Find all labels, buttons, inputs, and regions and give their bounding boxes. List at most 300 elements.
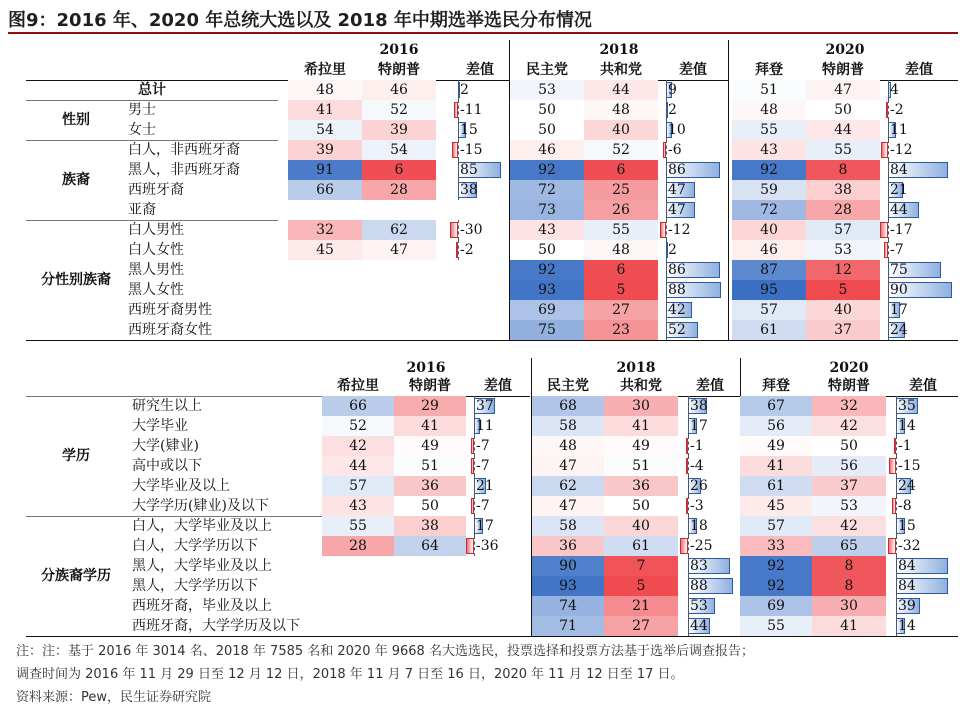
margin-axis [896, 556, 897, 576]
group-rule [26, 516, 322, 517]
margin-value: 11 [476, 418, 494, 434]
vote-share-cell: 90 [532, 556, 604, 576]
vote-share-cell: 32 [288, 220, 362, 240]
year-header-2016: 2016 [406, 360, 446, 376]
row-label: 西班牙裔女性 [128, 322, 212, 338]
column-header: 希拉里 [304, 62, 346, 78]
vote-share-cell: 93 [510, 280, 584, 300]
margin-value: -11 [460, 102, 483, 118]
vote-share-cell: 43 [732, 140, 806, 160]
margin-value: 44 [890, 202, 908, 218]
vote-share-cell: 48 [584, 100, 658, 120]
vote-share-cell: 21 [604, 596, 678, 616]
margin-axis [474, 496, 475, 516]
vote-share-cell: 47 [806, 80, 880, 100]
margin-cell [680, 576, 740, 596]
vote-share-cell: 37 [806, 320, 880, 340]
margin-axis [896, 456, 897, 476]
margin-value: -2 [890, 102, 904, 118]
margin-value: -7 [476, 498, 490, 514]
margin-axis [474, 536, 475, 556]
vote-share-cell: 53 [812, 496, 886, 516]
margin-value: -12 [668, 222, 691, 238]
vote-share-cell: 27 [584, 300, 658, 320]
margin-cell [680, 516, 740, 536]
vote-share-cell: 74 [532, 596, 604, 616]
margin-cell [680, 616, 740, 636]
column-header: 特朗普 [822, 62, 864, 78]
vote-share-cell: 53 [510, 80, 584, 100]
year-header-2020: 2020 [829, 360, 869, 376]
margin-cell [888, 536, 958, 556]
vote-share-cell: 92 [510, 160, 584, 180]
vote-share-cell: 87 [732, 260, 806, 280]
margin-value: 17 [690, 418, 708, 434]
vote-share-cell: 49 [604, 436, 678, 456]
vote-share-cell: 92 [740, 556, 812, 576]
vote-share-cell: 6 [584, 160, 658, 180]
vote-share-cell: 55 [732, 120, 806, 140]
group-label: 分族裔学历 [41, 568, 111, 584]
margin-value: -2 [460, 242, 474, 258]
vote-share-cell: 44 [584, 80, 658, 100]
vote-share-cell: 92 [740, 576, 812, 596]
vote-share-cell: 62 [532, 476, 604, 496]
margin-value: 2 [668, 102, 677, 118]
margin-axis [688, 456, 689, 476]
margin-axis [896, 596, 897, 616]
row-label: 白人女性 [128, 242, 184, 258]
vote-share-cell: 50 [806, 100, 880, 120]
margin-cell [888, 396, 958, 416]
margin-value: 21 [476, 478, 494, 494]
margin-axis [688, 476, 689, 496]
vote-share-cell: 92 [732, 160, 806, 180]
margin-cell [680, 396, 740, 416]
margin-value: 38 [460, 182, 478, 198]
column-header: 差值 [484, 378, 512, 394]
margin-cell [888, 616, 958, 636]
vote-share-cell: 46 [732, 240, 806, 260]
row-label: 白人，大学学历以下 [132, 538, 258, 554]
vote-share-cell: 42 [322, 436, 394, 456]
margin-axis [474, 456, 475, 476]
table-bottom-rule [26, 636, 958, 637]
margin-axis [896, 616, 897, 636]
row-label: 西班牙裔 [128, 182, 184, 198]
row-label: 黑人，非西班牙裔 [128, 162, 240, 178]
row-label: 白人男性 [128, 222, 184, 238]
margin-axis [896, 496, 897, 516]
vote-share-cell: 30 [604, 396, 678, 416]
vote-share-cell: 50 [510, 100, 584, 120]
margin-axis [474, 436, 475, 456]
vote-share-cell: 39 [288, 140, 362, 160]
group-rule [26, 396, 322, 397]
margin-value: 24 [898, 478, 916, 494]
margin-axis [688, 596, 689, 616]
vote-share-cell: 55 [806, 140, 880, 160]
row-label: 西班牙裔，毕业及以上 [132, 598, 272, 614]
row-label: 大学(肄业) [132, 438, 199, 454]
vote-share-cell: 55 [322, 516, 394, 536]
vote-share-cell: 36 [604, 476, 678, 496]
margin-value: 14 [898, 618, 916, 634]
vote-share-cell: 54 [362, 140, 436, 160]
margin-axis [688, 616, 689, 636]
margin-value: 75 [890, 262, 908, 278]
vote-share-cell: 72 [510, 180, 584, 200]
vote-share-cell: 8 [806, 160, 880, 180]
vote-share-cell: 8 [812, 576, 886, 596]
row-label: 男士 [128, 102, 156, 118]
vote-share-cell: 6 [584, 260, 658, 280]
margin-value: 2 [668, 242, 677, 258]
vote-share-cell: 72 [732, 200, 806, 220]
margin-value: 90 [890, 282, 908, 298]
vote-share-cell: 25 [584, 180, 658, 200]
vote-share-cell: 55 [740, 616, 812, 636]
vote-share-cell: 67 [740, 396, 812, 416]
vote-share-cell: 64 [394, 536, 466, 556]
vote-share-cell: 46 [510, 140, 584, 160]
vote-share-cell: 27 [604, 616, 678, 636]
source-line: 资料来源：Pew，民生证券研究院 [16, 690, 212, 705]
vote-share-cell: 50 [604, 496, 678, 516]
margin-axis [688, 416, 689, 436]
vote-share-cell: 41 [812, 616, 886, 636]
vote-share-cell: 59 [732, 180, 806, 200]
vote-share-cell: 44 [806, 120, 880, 140]
margin-cell [888, 556, 958, 576]
margin-value: 14 [898, 418, 916, 434]
vote-share-cell: 52 [584, 140, 658, 160]
row-label: 西班牙裔男性 [128, 302, 212, 318]
vote-share-cell: 42 [812, 516, 886, 536]
column-header: 拜登 [762, 378, 790, 394]
vote-share-cell: 8 [812, 556, 886, 576]
group-label: 性别 [62, 112, 90, 128]
margin-cell [466, 436, 530, 456]
vote-share-cell: 47 [532, 456, 604, 476]
margin-value: -4 [690, 458, 704, 474]
margin-axis [474, 396, 475, 416]
margin-axis [688, 576, 689, 596]
vote-share-cell: 57 [740, 516, 812, 536]
margin-value: 4 [890, 82, 899, 98]
margin-axis [896, 436, 897, 456]
margin-value: 18 [690, 518, 708, 534]
margin-value: -12 [890, 142, 913, 158]
margin-cell [680, 436, 740, 456]
vote-share-cell: 71 [532, 616, 604, 636]
vote-share-cell: 49 [740, 436, 812, 456]
vote-share-cell: 53 [806, 240, 880, 260]
margin-value: 17 [890, 302, 908, 318]
vote-share-cell: 62 [362, 220, 436, 240]
vote-share-cell: 50 [510, 240, 584, 260]
margin-value: 35 [898, 398, 916, 414]
vote-share-cell: 40 [732, 220, 806, 240]
vote-share-cell: 48 [288, 80, 362, 100]
margin-value: 47 [668, 202, 686, 218]
row-label: 西班牙裔，大学学历及以下 [132, 618, 300, 634]
vote-share-cell: 12 [806, 260, 880, 280]
vote-share-cell: 41 [394, 416, 466, 436]
margin-cell [680, 556, 740, 576]
vote-share-cell: 93 [532, 576, 604, 596]
vote-share-cell: 61 [732, 320, 806, 340]
margin-value: -25 [690, 538, 713, 554]
vote-share-cell: 48 [532, 436, 604, 456]
margin-cell [888, 456, 958, 476]
margin-value: 83 [690, 558, 708, 574]
margin-cell [680, 456, 740, 476]
vote-share-cell: 54 [288, 120, 362, 140]
vote-share-cell: 58 [532, 516, 604, 536]
margin-cell [680, 596, 740, 616]
vote-share-cell: 47 [362, 240, 436, 260]
margin-axis [474, 516, 475, 536]
vote-share-cell: 51 [604, 456, 678, 476]
margin-value: 26 [690, 478, 708, 494]
column-header: 共和党 [600, 62, 642, 78]
margin-value: 9 [668, 82, 677, 98]
margin-value: 24 [890, 322, 908, 338]
year-header-2016: 2016 [379, 42, 419, 58]
margin-value: -7 [476, 458, 490, 474]
vote-share-cell: 48 [732, 100, 806, 120]
vote-share-cell: 66 [322, 396, 394, 416]
margin-value: -8 [898, 498, 912, 514]
column-header: 拜登 [755, 62, 783, 78]
margin-value: 38 [690, 398, 708, 414]
vote-share-cell: 43 [510, 220, 584, 240]
row-label: 大学学历(肄业)及以下 [132, 498, 269, 514]
margin-value: -17 [890, 222, 913, 238]
vote-share-cell: 51 [394, 456, 466, 476]
vote-share-cell: 50 [394, 496, 466, 516]
margin-value: 52 [668, 322, 686, 338]
margin-value: 84 [898, 558, 916, 574]
margin-value: -1 [690, 438, 704, 454]
column-header: 共和党 [620, 378, 662, 394]
margin-axis [896, 396, 897, 416]
vote-share-cell: 58 [532, 416, 604, 436]
row-label: 大学毕业 [132, 418, 188, 434]
vote-share-cell: 23 [584, 320, 658, 340]
margin-value: 11 [890, 122, 908, 138]
column-header: 差值 [679, 62, 707, 78]
margin-cell [888, 516, 958, 536]
row-label: 总计 [138, 82, 166, 98]
row-label: 白人，非西班牙裔 [128, 142, 240, 158]
vote-share-cell: 61 [740, 476, 812, 496]
margin-axis [896, 416, 897, 436]
margin-cell [466, 536, 530, 556]
margin-value: 85 [460, 162, 478, 178]
row-label: 黑人女性 [128, 282, 184, 298]
margin-value: 39 [898, 598, 916, 614]
margin-value: 37 [476, 398, 494, 414]
vote-share-cell: 5 [604, 576, 678, 596]
margin-value: 88 [668, 282, 686, 298]
row-label: 研究生以上 [132, 398, 202, 414]
margin-value: 2 [460, 82, 469, 98]
margin-cell [888, 436, 958, 456]
margin-cell [466, 516, 530, 536]
vote-share-cell: 48 [584, 240, 658, 260]
vote-share-cell: 57 [322, 476, 394, 496]
vote-share-cell: 61 [604, 536, 678, 556]
margin-cell [888, 596, 958, 616]
margin-value: -15 [898, 458, 921, 474]
margin-cell [680, 416, 740, 436]
vote-share-cell: 45 [288, 240, 362, 260]
figure-title: 图9：2016 年、2020 年总统大选以及 2018 年中期选举选民分布情况 [8, 10, 592, 31]
vote-share-cell: 41 [288, 100, 362, 120]
margin-value: 15 [898, 518, 916, 534]
margin-cell [888, 576, 958, 596]
vote-share-cell: 28 [806, 200, 880, 220]
year-header-2018: 2018 [599, 42, 639, 58]
vote-share-cell: 52 [362, 100, 436, 120]
margin-value: 10 [668, 122, 686, 138]
margin-axis [896, 576, 897, 596]
column-header: 特朗普 [378, 62, 420, 78]
vote-share-cell: 42 [812, 416, 886, 436]
vote-share-cell: 66 [288, 180, 362, 200]
vote-share-cell: 5 [806, 280, 880, 300]
vote-share-cell: 36 [394, 476, 466, 496]
margin-value: -6 [668, 142, 682, 158]
column-header: 民主党 [526, 62, 568, 78]
row-label: 白人，大学毕业及以上 [132, 518, 272, 534]
vote-share-cell: 30 [812, 596, 886, 616]
margin-value: 21 [890, 182, 908, 198]
vote-share-cell: 40 [806, 300, 880, 320]
vote-share-cell: 32 [812, 396, 886, 416]
vote-share-cell: 92 [510, 260, 584, 280]
vote-share-cell: 57 [806, 220, 880, 240]
margin-value: -32 [898, 538, 921, 554]
vote-share-cell: 43 [322, 496, 394, 516]
margin-value: 86 [668, 162, 686, 178]
vote-share-cell: 45 [740, 496, 812, 516]
margin-cell [466, 416, 530, 436]
margin-cell [888, 416, 958, 436]
margin-value: -7 [890, 242, 904, 258]
vote-share-cell: 65 [812, 536, 886, 556]
vote-share-cell: 29 [394, 396, 466, 416]
column-header: 差值 [905, 62, 933, 78]
margin-value: 42 [668, 302, 686, 318]
margin-axis [896, 536, 897, 556]
vote-share-cell: 28 [362, 180, 436, 200]
vote-share-cell: 6 [362, 160, 436, 180]
margin-axis [688, 536, 689, 556]
margin-bar-negative [888, 538, 896, 554]
margin-bar-negative [680, 538, 688, 554]
vote-share-cell: 50 [510, 120, 584, 140]
vote-share-cell: 33 [740, 536, 812, 556]
note-line-1: 注：注：基于 2016 年 3014 名、2018 年 7585 名和 2020 年 9668 名大选选民，投票选择和投票方法基于选举后调查报告； [16, 644, 754, 659]
margin-value: -1 [898, 438, 912, 454]
margin-cell [466, 396, 530, 416]
margin-value: 47 [668, 182, 686, 198]
margin-value: 53 [690, 598, 708, 614]
margin-bar-negative [889, 458, 896, 474]
vote-share-cell: 5 [584, 280, 658, 300]
margin-value: 86 [668, 262, 686, 278]
group-label: 分性别族裔 [41, 272, 111, 288]
margin-cell [680, 496, 740, 516]
vote-share-cell: 46 [362, 80, 436, 100]
vote-share-cell: 7 [604, 556, 678, 576]
vote-share-cell: 57 [732, 300, 806, 320]
margin-value: 84 [898, 578, 916, 594]
vote-share-cell: 40 [584, 120, 658, 140]
vote-share-cell: 55 [584, 220, 658, 240]
margin-value: -7 [476, 438, 490, 454]
row-label: 黑人男性 [128, 262, 184, 278]
group-label: 学历 [62, 448, 90, 464]
margin-axis [896, 476, 897, 496]
column-header: 民主党 [547, 378, 589, 394]
vote-share-cell: 75 [510, 320, 584, 340]
margin-axis [688, 396, 689, 416]
margin-value: 84 [890, 162, 908, 178]
vote-share-cell: 41 [740, 456, 812, 476]
vote-share-cell: 26 [584, 200, 658, 220]
margin-cell [888, 476, 958, 496]
vote-share-cell: 56 [740, 416, 812, 436]
vote-share-cell: 41 [604, 416, 678, 436]
vote-share-cell: 52 [322, 416, 394, 436]
vote-share-cell: 44 [322, 456, 394, 476]
margin-value: -36 [476, 538, 499, 554]
note-line-2: 调查时间为 2016 年 11 月 29 日至 12 月 12 日，2018 年 11 月 7 日至 16 日，2020 年 11 月 12 日至 17 日。 [16, 667, 684, 682]
margin-value: -3 [690, 498, 704, 514]
margin-axis [474, 416, 475, 436]
vote-share-cell: 69 [740, 596, 812, 616]
year-header-2018: 2018 [616, 360, 656, 376]
vote-share-cell: 56 [812, 456, 886, 476]
margin-cell [466, 456, 530, 476]
margin-cell [466, 496, 530, 516]
vote-share-cell: 39 [362, 120, 436, 140]
margin-axis [474, 476, 475, 496]
margin-value: -15 [460, 142, 483, 158]
margin-bar-negative [466, 538, 474, 554]
margin-axis [896, 516, 897, 536]
vote-share-cell: 51 [732, 80, 806, 100]
margin-value: 17 [476, 518, 494, 534]
margin-value: 88 [690, 578, 708, 594]
margin-value: 44 [690, 618, 708, 634]
column-header: 希拉里 [337, 378, 379, 394]
margin-axis [688, 436, 689, 456]
margin-cell [466, 476, 530, 496]
vote-share-cell: 91 [288, 160, 362, 180]
vote-share-cell: 49 [394, 436, 466, 456]
column-header: 差值 [909, 378, 937, 394]
margin-cell [680, 476, 740, 496]
row-label: 女士 [128, 122, 156, 138]
margin-value: 15 [460, 122, 478, 138]
column-header: 差值 [466, 62, 494, 78]
column-header: 差值 [696, 378, 724, 394]
